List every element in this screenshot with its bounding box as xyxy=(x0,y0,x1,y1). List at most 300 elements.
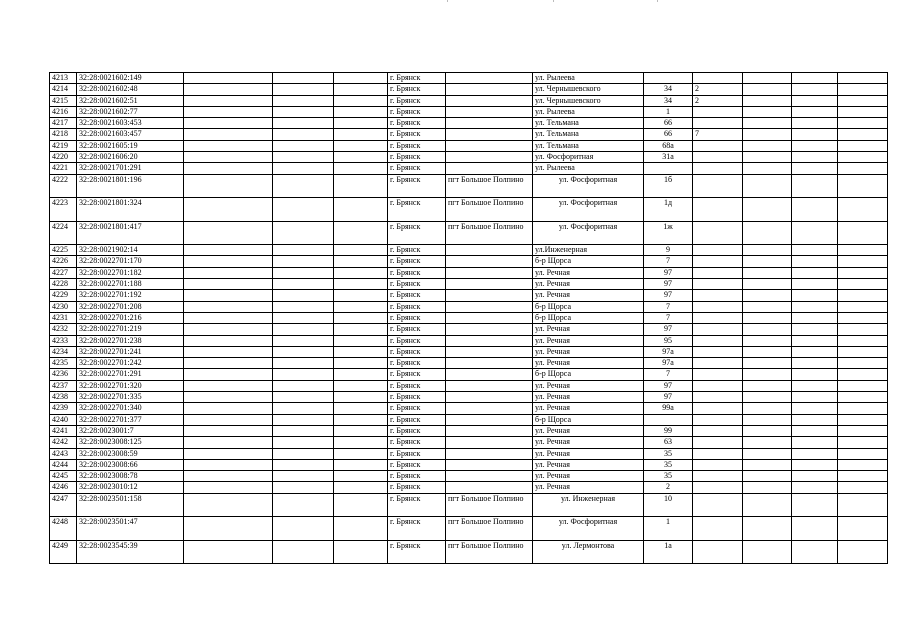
empty-cell xyxy=(743,403,792,414)
table-row xyxy=(50,118,888,129)
building-cell xyxy=(693,73,743,84)
empty-cell xyxy=(273,267,334,278)
empty-cell xyxy=(743,73,792,84)
building-cell xyxy=(693,245,743,256)
city-cell: г. Брянск xyxy=(388,425,446,436)
street-cell: б-р Щорса xyxy=(533,414,644,425)
empty-cell xyxy=(184,437,273,448)
row-number-cell: 4241 xyxy=(50,425,77,436)
empty-cell xyxy=(743,324,792,335)
table-row xyxy=(50,517,888,541)
building-cell xyxy=(693,140,743,151)
empty-cell xyxy=(273,152,334,163)
row-number-cell: 4220 xyxy=(50,152,77,163)
row-number-cell: 4223 xyxy=(50,198,77,222)
empty-cell xyxy=(838,118,888,129)
empty-cell xyxy=(743,140,792,151)
settlement-cell xyxy=(446,118,533,129)
empty-cell xyxy=(273,324,334,335)
house-number-cell: 1 xyxy=(644,517,693,541)
house-number-cell: 7 xyxy=(644,301,693,312)
row-number-cell: 4230 xyxy=(50,301,77,312)
house-number-cell: 1 xyxy=(644,106,693,117)
settlement-cell: пгт Большое Полпино xyxy=(446,493,533,517)
street-cell: ул. Речная xyxy=(533,437,644,448)
empty-cell xyxy=(743,346,792,357)
empty-cell xyxy=(838,380,888,391)
settlement-cell xyxy=(446,380,533,391)
settlement-cell xyxy=(446,140,533,151)
city-cell: г. Брянск xyxy=(388,106,446,117)
settlement-cell xyxy=(446,152,533,163)
empty-cell xyxy=(184,335,273,346)
cadastral-number-cell: 32:28:0022701:216 xyxy=(77,312,184,323)
empty-cell xyxy=(334,459,388,470)
cadastral-number-cell: 32:28:0021603:457 xyxy=(77,129,184,140)
empty-cell xyxy=(743,392,792,403)
building-cell xyxy=(693,471,743,482)
settlement-cell: пгт Большое Полпино xyxy=(446,517,533,541)
empty-cell xyxy=(184,482,273,493)
city-cell: г. Брянск xyxy=(388,493,446,517)
settlement-cell xyxy=(446,448,533,459)
building-cell: 7 xyxy=(693,129,743,140)
house-number-cell: 97 xyxy=(644,290,693,301)
empty-cell xyxy=(334,140,388,151)
empty-cell xyxy=(743,471,792,482)
empty-cell xyxy=(273,84,334,95)
settlement-cell: пгт Большое Полпино xyxy=(446,174,533,198)
building-cell xyxy=(693,267,743,278)
house-number-cell: 34 xyxy=(644,84,693,95)
empty-cell xyxy=(273,403,334,414)
building-cell xyxy=(693,358,743,369)
empty-cell xyxy=(334,84,388,95)
table-row xyxy=(50,335,888,346)
row-number-cell: 4242 xyxy=(50,437,77,448)
settlement-cell xyxy=(446,346,533,357)
street-cell: ул. Речная xyxy=(533,279,644,290)
empty-cell xyxy=(334,403,388,414)
street-cell: ул. Фосфоритная xyxy=(533,221,644,245)
house-number-cell: 95 xyxy=(644,335,693,346)
street-cell: ул. Речная xyxy=(533,459,644,470)
empty-cell xyxy=(838,540,888,564)
row-number-cell: 4247 xyxy=(50,493,77,517)
building-cell xyxy=(693,118,743,129)
settlement-cell xyxy=(446,392,533,403)
settlement-cell xyxy=(446,95,533,106)
empty-cell xyxy=(792,245,838,256)
empty-cell xyxy=(743,414,792,425)
empty-cell xyxy=(334,163,388,174)
cadastral-number-cell: 32:28:0022701:182 xyxy=(77,267,184,278)
cadastral-number-cell: 32:28:0022701:219 xyxy=(77,324,184,335)
cadastral-number-cell: 32:28:0021603:453 xyxy=(77,118,184,129)
cadastral-number-cell: 32:28:0023008:66 xyxy=(77,459,184,470)
row-number-cell: 4218 xyxy=(50,129,77,140)
table-row xyxy=(50,482,888,493)
empty-cell xyxy=(273,335,334,346)
street-cell: ул. Чернышевского xyxy=(533,95,644,106)
empty-cell xyxy=(273,73,334,84)
table-row xyxy=(50,425,888,436)
table-row xyxy=(50,380,888,391)
empty-cell xyxy=(184,301,273,312)
empty-cell xyxy=(184,279,273,290)
row-number-cell: 4222 xyxy=(50,174,77,198)
empty-cell xyxy=(334,95,388,106)
house-number-cell: 97а xyxy=(644,358,693,369)
empty-cell xyxy=(273,129,334,140)
empty-cell xyxy=(743,84,792,95)
city-cell: г. Брянск xyxy=(388,174,446,198)
empty-cell xyxy=(334,118,388,129)
empty-cell xyxy=(334,324,388,335)
empty-cell xyxy=(792,471,838,482)
empty-cell xyxy=(792,140,838,151)
table-row xyxy=(50,84,888,95)
building-cell xyxy=(693,290,743,301)
row-number-cell: 4217 xyxy=(50,118,77,129)
city-cell: г. Брянск xyxy=(388,403,446,414)
city-cell: г. Брянск xyxy=(388,290,446,301)
empty-cell xyxy=(184,267,273,278)
empty-cell xyxy=(184,84,273,95)
empty-cell xyxy=(743,335,792,346)
row-number-cell: 4229 xyxy=(50,290,77,301)
empty-cell xyxy=(838,198,888,222)
table-row xyxy=(50,312,888,323)
building-cell xyxy=(693,346,743,357)
empty-cell xyxy=(273,437,334,448)
empty-cell xyxy=(838,358,888,369)
table-row xyxy=(50,221,888,245)
house-number-cell: 7 xyxy=(644,256,693,267)
empty-cell xyxy=(184,358,273,369)
empty-cell xyxy=(273,290,334,301)
street-cell: ул. Речная xyxy=(533,380,644,391)
empty-cell xyxy=(838,290,888,301)
house-number-cell: 9 xyxy=(644,245,693,256)
settlement-cell xyxy=(446,129,533,140)
empty-cell xyxy=(743,369,792,380)
row-number-cell: 4243 xyxy=(50,448,77,459)
empty-cell xyxy=(184,517,273,541)
empty-cell xyxy=(273,414,334,425)
cadastral-number-cell: 32:28:0021605:19 xyxy=(77,140,184,151)
empty-cell xyxy=(334,129,388,140)
street-cell: ул. Тельмана xyxy=(533,129,644,140)
empty-cell xyxy=(743,279,792,290)
row-number-cell: 4225 xyxy=(50,245,77,256)
cadastral-number-cell: 32:28:0022701:320 xyxy=(77,380,184,391)
settlement-cell xyxy=(446,324,533,335)
street-cell: ул. Речная xyxy=(533,358,644,369)
settlement-cell xyxy=(446,290,533,301)
empty-cell xyxy=(838,482,888,493)
empty-cell xyxy=(838,335,888,346)
row-number-cell: 4248 xyxy=(50,517,77,541)
empty-cell xyxy=(334,312,388,323)
city-cell: г. Брянск xyxy=(388,358,446,369)
empty-cell xyxy=(743,198,792,222)
empty-cell xyxy=(334,245,388,256)
row-number-cell: 4249 xyxy=(50,540,77,564)
empty-cell xyxy=(792,118,838,129)
empty-cell xyxy=(273,118,334,129)
empty-cell xyxy=(838,403,888,414)
empty-cell xyxy=(184,163,273,174)
empty-cell xyxy=(334,358,388,369)
table-row xyxy=(50,403,888,414)
empty-cell xyxy=(792,290,838,301)
empty-cell xyxy=(184,290,273,301)
empty-cell xyxy=(334,380,388,391)
empty-cell xyxy=(792,256,838,267)
city-cell: г. Брянск xyxy=(388,221,446,245)
building-cell xyxy=(693,482,743,493)
empty-cell xyxy=(838,267,888,278)
house-number-cell: 97 xyxy=(644,324,693,335)
cadastral-number-cell: 32:28:0021701:291 xyxy=(77,163,184,174)
city-cell: г. Брянск xyxy=(388,540,446,564)
empty-cell xyxy=(184,346,273,357)
empty-cell xyxy=(334,256,388,267)
empty-cell xyxy=(184,118,273,129)
street-cell: ул. Рылеева xyxy=(533,73,644,84)
city-cell: г. Брянск xyxy=(388,324,446,335)
empty-cell xyxy=(334,301,388,312)
empty-cell xyxy=(273,301,334,312)
empty-cell xyxy=(792,174,838,198)
house-number-cell: 97 xyxy=(644,267,693,278)
empty-cell xyxy=(184,174,273,198)
street-cell: ул. Речная xyxy=(533,392,644,403)
settlement-cell xyxy=(446,267,533,278)
row-number-cell: 4215 xyxy=(50,95,77,106)
settlement-cell xyxy=(446,358,533,369)
empty-cell xyxy=(184,140,273,151)
street-cell: ул. Чернышевского xyxy=(533,84,644,95)
street-cell: ул. Речная xyxy=(533,403,644,414)
empty-cell xyxy=(334,73,388,84)
house-number-cell: 35 xyxy=(644,459,693,470)
empty-cell xyxy=(792,198,838,222)
city-cell: г. Брянск xyxy=(388,198,446,222)
street-cell: ул. Лермонтова xyxy=(533,540,644,564)
row-number-cell: 4235 xyxy=(50,358,77,369)
empty-cell xyxy=(273,174,334,198)
settlement-cell xyxy=(446,425,533,436)
empty-cell xyxy=(792,369,838,380)
empty-cell xyxy=(838,163,888,174)
row-number-cell: 4245 xyxy=(50,471,77,482)
empty-cell xyxy=(792,403,838,414)
building-cell xyxy=(693,221,743,245)
row-number-cell: 4232 xyxy=(50,324,77,335)
empty-cell xyxy=(792,324,838,335)
empty-cell xyxy=(334,471,388,482)
empty-cell xyxy=(334,392,388,403)
empty-cell xyxy=(273,482,334,493)
empty-cell xyxy=(743,256,792,267)
house-number-cell: 7 xyxy=(644,312,693,323)
house-number-cell xyxy=(644,163,693,174)
settlement-cell: пгт Большое Полпино xyxy=(446,198,533,222)
empty-cell xyxy=(334,335,388,346)
scan-mark xyxy=(553,0,554,2)
empty-cell xyxy=(792,493,838,517)
city-cell: г. Брянск xyxy=(388,369,446,380)
empty-cell xyxy=(743,267,792,278)
building-cell xyxy=(693,198,743,222)
empty-cell xyxy=(273,221,334,245)
empty-cell xyxy=(792,221,838,245)
settlement-cell: пгт Большое Полпино xyxy=(446,221,533,245)
city-cell: г. Брянск xyxy=(388,392,446,403)
empty-cell xyxy=(743,163,792,174)
house-number-cell: 63 xyxy=(644,437,693,448)
empty-cell xyxy=(838,437,888,448)
street-cell: б-р Щорса xyxy=(533,301,644,312)
scan-mark xyxy=(447,0,448,2)
building-cell xyxy=(693,437,743,448)
cadastral-number-cell: 32:28:0022701:377 xyxy=(77,414,184,425)
settlement-cell xyxy=(446,301,533,312)
house-number-cell: 35 xyxy=(644,448,693,459)
house-number-cell: 1а xyxy=(644,540,693,564)
empty-cell xyxy=(184,369,273,380)
empty-cell xyxy=(838,95,888,106)
settlement-cell xyxy=(446,414,533,425)
building-cell xyxy=(693,152,743,163)
city-cell: г. Брянск xyxy=(388,517,446,541)
street-cell: ул. Речная xyxy=(533,471,644,482)
building-cell: 2 xyxy=(693,95,743,106)
cadastral-number-cell: 32:28:0022701:340 xyxy=(77,403,184,414)
empty-cell xyxy=(792,540,838,564)
table-row xyxy=(50,358,888,369)
empty-cell xyxy=(838,517,888,541)
house-number-cell: 1ж xyxy=(644,221,693,245)
settlement-cell xyxy=(446,369,533,380)
settlement-cell xyxy=(446,163,533,174)
empty-cell xyxy=(838,279,888,290)
table-row xyxy=(50,301,888,312)
building-cell xyxy=(693,174,743,198)
empty-cell xyxy=(743,118,792,129)
house-number-cell: 97 xyxy=(644,380,693,391)
house-number-cell: 97а xyxy=(644,346,693,357)
empty-cell xyxy=(334,221,388,245)
row-number-cell: 4234 xyxy=(50,346,77,357)
house-number-cell: 97 xyxy=(644,392,693,403)
empty-cell xyxy=(184,414,273,425)
cadastral-number-cell: 32:28:0023008:125 xyxy=(77,437,184,448)
empty-cell xyxy=(184,256,273,267)
building-cell xyxy=(693,335,743,346)
empty-cell xyxy=(792,437,838,448)
cadastral-number-cell: 32:28:0021606:20 xyxy=(77,152,184,163)
row-number-cell: 4231 xyxy=(50,312,77,323)
empty-cell xyxy=(334,267,388,278)
empty-cell xyxy=(838,140,888,151)
settlement-cell xyxy=(446,245,533,256)
table-row xyxy=(50,256,888,267)
city-cell: г. Брянск xyxy=(388,73,446,84)
table-row xyxy=(50,324,888,335)
cadastral-number-cell: 32:28:0023008:59 xyxy=(77,448,184,459)
city-cell: г. Брянск xyxy=(388,256,446,267)
city-cell: г. Брянск xyxy=(388,267,446,278)
house-number-cell: 35 xyxy=(644,471,693,482)
empty-cell xyxy=(273,425,334,436)
empty-cell xyxy=(184,540,273,564)
empty-cell xyxy=(838,414,888,425)
empty-cell xyxy=(273,493,334,517)
empty-cell xyxy=(743,358,792,369)
cadastral-number-cell: 32:28:0022701:188 xyxy=(77,279,184,290)
house-number-cell: 1б xyxy=(644,174,693,198)
street-cell: ул. Фосфоритная xyxy=(533,174,644,198)
house-number-cell: 31а xyxy=(644,152,693,163)
street-cell: б-р Щорса xyxy=(533,256,644,267)
empty-cell xyxy=(792,73,838,84)
empty-cell xyxy=(792,380,838,391)
city-cell: г. Брянск xyxy=(388,346,446,357)
empty-cell xyxy=(792,392,838,403)
empty-cell xyxy=(273,140,334,151)
house-number-cell: 1д xyxy=(644,198,693,222)
settlement-cell: пгт Большое Полпино xyxy=(446,540,533,564)
building-cell xyxy=(693,517,743,541)
row-number-cell: 4237 xyxy=(50,380,77,391)
empty-cell xyxy=(273,279,334,290)
building-cell xyxy=(693,106,743,117)
empty-cell xyxy=(743,221,792,245)
street-cell: ул. Речная xyxy=(533,335,644,346)
empty-cell xyxy=(743,312,792,323)
street-cell: ул. Фосфоритная xyxy=(533,152,644,163)
empty-cell xyxy=(792,152,838,163)
empty-cell xyxy=(838,152,888,163)
empty-cell xyxy=(838,493,888,517)
table-row xyxy=(50,346,888,357)
empty-cell xyxy=(184,95,273,106)
settlement-cell xyxy=(446,459,533,470)
city-cell: г. Брянск xyxy=(388,414,446,425)
building-cell xyxy=(693,392,743,403)
cadastral-number-cell: 32:28:0023501:158 xyxy=(77,493,184,517)
table-row xyxy=(50,392,888,403)
empty-cell xyxy=(184,198,273,222)
row-number-cell: 4221 xyxy=(50,163,77,174)
city-cell: г. Брянск xyxy=(388,95,446,106)
row-number-cell: 4214 xyxy=(50,84,77,95)
building-cell xyxy=(693,369,743,380)
table-row xyxy=(50,437,888,448)
empty-cell xyxy=(184,425,273,436)
row-number-cell: 4227 xyxy=(50,267,77,278)
house-number-cell: 99 xyxy=(644,425,693,436)
house-number-cell: 97 xyxy=(644,279,693,290)
table-row xyxy=(50,95,888,106)
settlement-cell xyxy=(446,403,533,414)
empty-cell xyxy=(792,84,838,95)
cadastral-number-cell: 32:28:0021801:196 xyxy=(77,174,184,198)
building-cell xyxy=(693,425,743,436)
